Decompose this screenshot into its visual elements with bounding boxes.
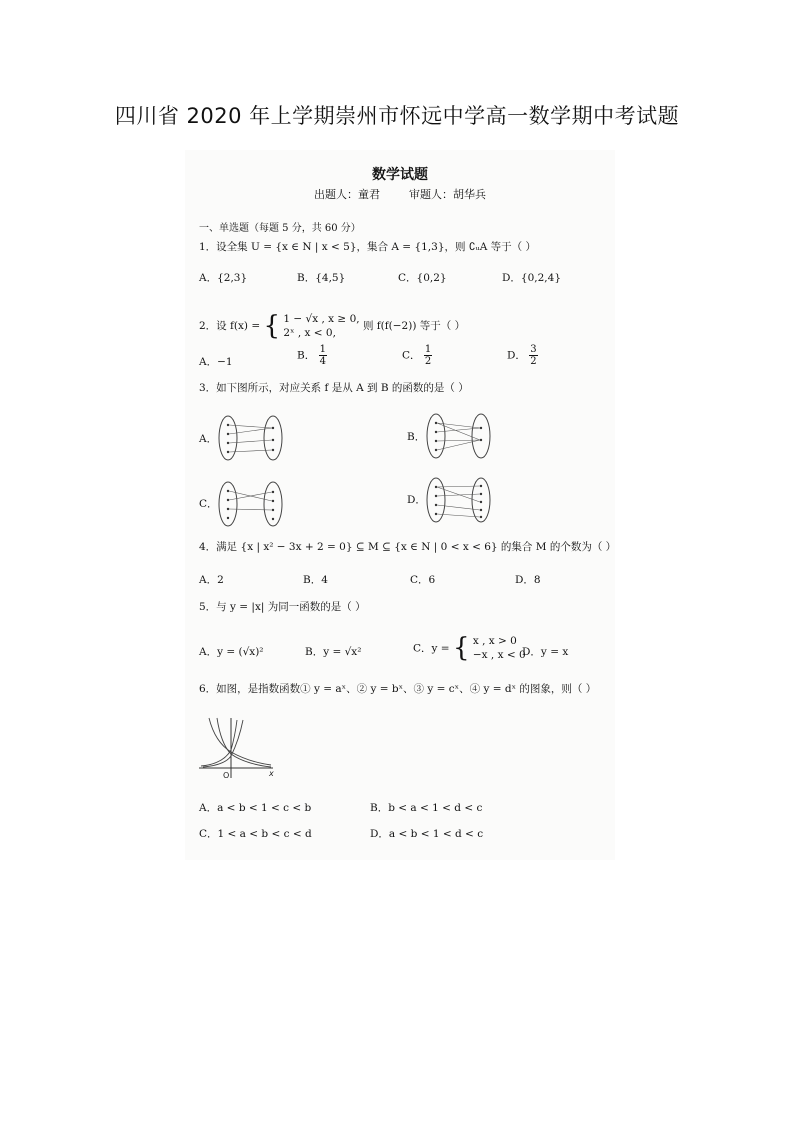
q4-option-a: A．2 xyxy=(199,574,224,586)
q2-stem-prefix: 2．设 f(x) = xyxy=(199,320,261,332)
question-1-stem: 1．设全集 U = {x ∈ N | x < 5}，集合 A = {1,3}，则 ∁ᵤA 等于（ ） xyxy=(199,241,536,253)
q6-option-c: C．1 < a < b < c < d xyxy=(199,828,312,840)
section-heading: 一、单选题（每题 5 分，共 60 分） xyxy=(199,223,361,234)
q2-case-1: 1 − √x , x ≥ 0, xyxy=(283,313,360,325)
graph-x-label: x xyxy=(269,769,274,778)
q3-label-d: D． xyxy=(407,494,426,506)
q5-option-b: B．y = √x² xyxy=(305,646,362,658)
scanned-exam-page xyxy=(185,150,615,860)
q6-option-b: B．b < a < 1 < d < c xyxy=(370,802,483,814)
question-3-stem: 3．如下图所示，对应关系 f 是从 A 到 B 的函数的是（ ） xyxy=(199,382,469,394)
mapping-diagram-b xyxy=(423,406,495,462)
q5-option-d: D．y = x xyxy=(522,646,569,658)
mapping-diagram-d xyxy=(423,470,495,526)
q2-case-2: 2ˣ , x < 0, xyxy=(283,327,336,339)
q2-option-c: C． $\frac{1}{2}$ xyxy=(402,344,432,367)
setter: 出题人：童君 xyxy=(314,188,380,201)
q1-option-b: B．{4,5} xyxy=(297,272,346,284)
q5-c-case-1: x , x > 0 xyxy=(472,635,517,647)
q5-option-c: C．y = { x , x > 0 −x , x < 0 xyxy=(413,633,526,663)
q1-option-a: A．{2,3} xyxy=(199,272,248,284)
question-4-stem: 4．满足 {x | x² − 3x + 2 = 0} ⊆ M ⊆ {x ∈ N | 0 < x < 6} 的集合 M 的个数为（ ） xyxy=(199,541,617,553)
question-6-stem: 6．如图，是指数函数① y = aˣ、② y = bˣ、③ y = cˣ、④ y = dˣ 的图象，则（ ） xyxy=(199,683,597,695)
question-2-stem xyxy=(199,312,465,340)
q4-option-d: D．8 xyxy=(515,574,541,586)
question-5-stem: 5．与 y = |x| 为同一函数的是（ ） xyxy=(199,601,366,613)
q3-label-c: C． xyxy=(199,498,218,510)
q1-option-c: C．{0,2} xyxy=(398,272,447,284)
q2-stem-suffix: 则 f(f(−2)) 等于（ ） xyxy=(362,320,466,332)
mapping-diagram-a xyxy=(215,408,287,464)
q4-option-b: B．4 xyxy=(303,574,328,586)
q4-option-c: C．6 xyxy=(410,574,436,586)
q2-option-b: B． $\frac{1}{4}$ xyxy=(297,344,326,367)
reviewer: 审题人：胡华兵 xyxy=(409,188,486,201)
q2-option-d: D． $\frac{3}{2}$ xyxy=(507,344,537,367)
q2-brace: { xyxy=(263,311,281,341)
q5-option-a: A．y = (√x)² xyxy=(199,646,264,658)
exam-authors xyxy=(185,186,615,202)
mapping-diagram-c xyxy=(215,474,287,530)
exponential-graph xyxy=(199,712,279,782)
q5-c-case-2: −x , x < 0 xyxy=(472,649,526,661)
q6-option-a: A．a < b < 1 < c < b xyxy=(199,802,312,814)
q2-option-a: A．−1 xyxy=(199,356,233,368)
graph-origin-label: O xyxy=(223,771,230,780)
q1-option-d: D．{0,2,4} xyxy=(502,272,561,284)
document-title: 四川省 2020 年上学期崇州市怀远中学高一数学期中考试题 xyxy=(114,104,680,128)
q3-label-b: B． xyxy=(407,431,426,443)
exam-title: 数学试题 xyxy=(372,167,428,183)
q6-option-d: D．a < b < 1 < d < c xyxy=(370,828,484,840)
q3-label-a: A． xyxy=(199,433,218,445)
